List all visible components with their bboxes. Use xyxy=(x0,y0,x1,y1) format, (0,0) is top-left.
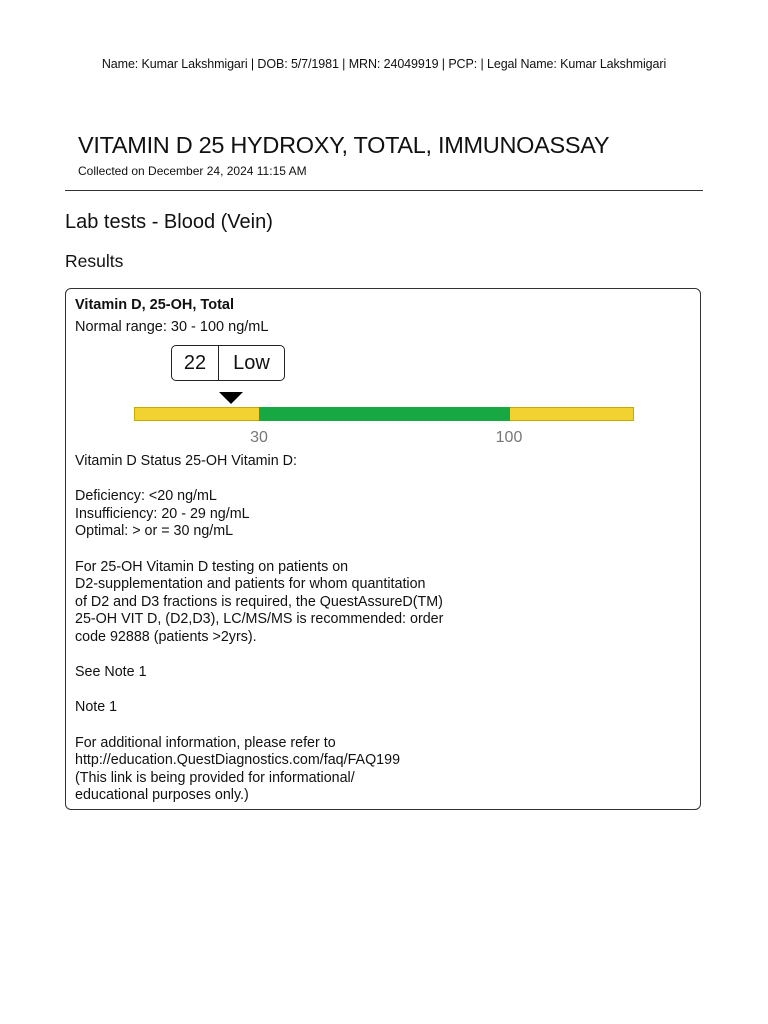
results-label: Results xyxy=(65,251,124,271)
result-value: 22 xyxy=(172,346,219,380)
range-bar xyxy=(134,407,634,421)
range-low-label: 30 xyxy=(250,429,268,446)
normal-range: Normal range: 30 - 100 ng/mL xyxy=(75,319,269,335)
result-notes: Vitamin D Status 25-OH Vitamin D: Deficiency: <20 ng/mL Insufficiency: 20 - 29 ng/mL Optimal: > or = 30 ng/mL For 25-OH Vitamin D testing on patients on D2-supplementation and patients for whom quantitation of D2 and D3 fractions is required, the QuestAssureD(TM) 25-OH VIT D, (D2,D3), LC/MS/MS is recommended: order code 92888 (patients >2yrs). See Note 1 Note 1 For additional information, please refer to http://education.QuestDiagnostics.com/faq/FAQ199 (This link is being provided for informational/ educational purposes only.) xyxy=(75,453,444,804)
result-card xyxy=(65,288,701,810)
patient-header: Name: Kumar Lakshmigari | DOB: 5/7/1981 | MRN: 24049919 | PCP: | Legal Name: Kumar Lakshmigari xyxy=(101,57,667,71)
range-bar-high-segment xyxy=(510,407,634,421)
header-divider xyxy=(65,190,703,191)
page-title: VITAMIN D 25 HYDROXY, TOTAL, IMMUNOASSAY xyxy=(78,132,610,158)
range-bar-low-segment xyxy=(134,407,259,421)
title-block xyxy=(78,132,609,178)
collected-timestamp: Collected on December 24, 2024 11:15 AM xyxy=(78,164,307,178)
test-name: Vitamin D, 25-OH, Total xyxy=(75,297,234,313)
range-high-label: 100 xyxy=(495,429,523,446)
result-value-box xyxy=(171,345,285,381)
result-flag: Low xyxy=(233,351,270,374)
value-marker-icon xyxy=(219,392,243,404)
section-title: Lab tests - Blood (Vein) xyxy=(65,211,273,233)
range-bar-normal-segment xyxy=(259,407,510,421)
